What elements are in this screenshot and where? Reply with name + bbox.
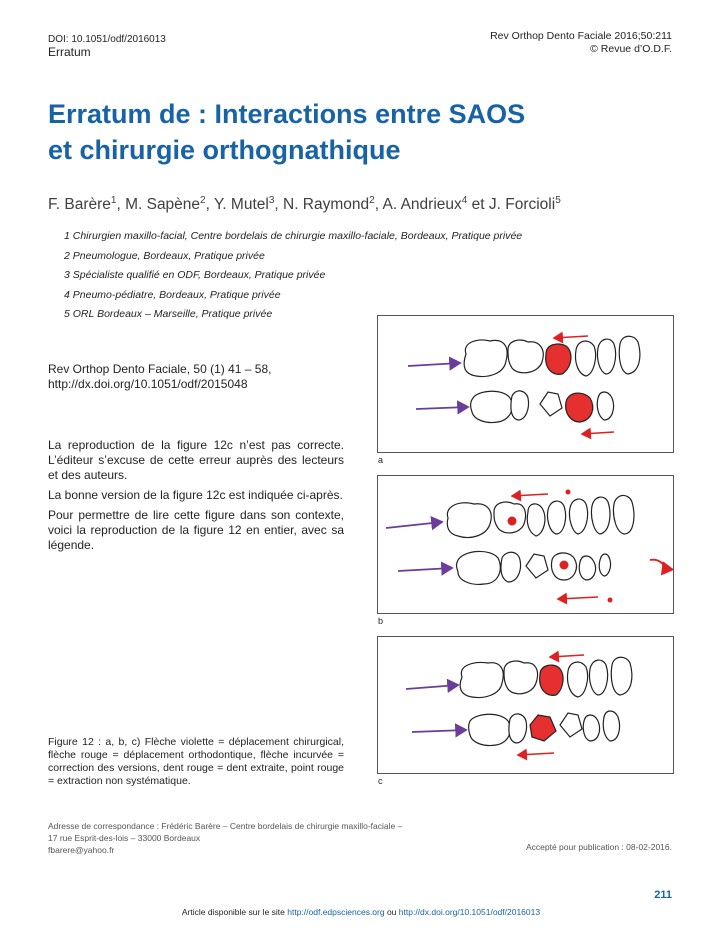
footer-link-doi[interactable]: http://dx.doi.org/10.1051/odf/2016013 [398,907,541,917]
body-text [48,438,344,558]
original-citation: Rev Orthop Dento Faciale, 50 (1) 41 – 58, http://dx.doi.org/10.1051/odf/2015048 [48,362,333,392]
accepted-date: Accepté pour publication : 08-02-2016. [525,842,672,852]
copyright: © Revue d’O.D.F. [590,43,672,55]
dental-diagram-a [378,316,673,452]
affiliation: 5 ORL Bordeaux – Marseille, Pratique privée [64,308,273,320]
paragraph: La bonne version de la figure 12c est indiquée ci-après. [48,488,343,502]
author: F. Barère$^1$, [48,195,126,214]
title-line-2: et chirurgie orthognathique [48,135,401,165]
author: A. Andrieux$^4$ et [382,195,489,214]
citation-link[interactable]: http://dx.doi.org/10.1051/odf/2015048 [48,377,248,391]
author: Y. Mutel$^3$, [213,195,283,214]
author: N. Raymond$^2$, [283,195,383,214]
doi: DOI: 10.1051/odf/2016013 [48,34,166,45]
figure-panel-b [377,475,674,614]
affiliation: 2 Pneumologue, Bordeaux, Pratique privée [64,249,265,262]
panel-label-a: a [378,455,384,465]
author: J. Forcioli$^5$ [488,195,561,214]
affiliations [64,227,522,325]
journal-reference: Rev Orthop Dento Faciale 2016;50:211 [490,30,672,42]
affiliation: 4 Pneumo-pédiatre, Bordeaux, Pratique privée [64,288,281,301]
header-left [48,34,166,58]
panel-label-c: c [378,776,383,786]
figure-panel-c [377,636,674,774]
authors [48,195,561,214]
figure-panel-a [377,315,674,453]
author: M. Sapène$^2$, [125,195,214,214]
figure-caption: Figure 12 : a, b, c) Flèche violette = déplacement chirurgical, flèche rouge = déplacement orthodontique, flèche incurvée = correction des versions, dent rouge = dent extraite, point rouge = extraction non systématique. [48,736,344,787]
paragraph: La reproduction de la figure 12c n’est pas correcte. L’éditeur s’excuse de cette erreur auprès des lecteurs et des auteurs. [48,438,344,482]
section-label: Erratum [48,45,91,59]
page-number: 211 [654,889,672,901]
dental-diagram-b [378,476,673,613]
correspondence-email[interactable]: fbarere@yahoo.fr [48,845,115,855]
affiliation: 1 Chirurgien maxillo-facial, Centre bordelais de chirurgie maxillo-faciale, Bordeaux, Pratique privée [64,230,523,242]
header-right [490,30,672,56]
footer: Article disponible sur le site http://odf.edpsciences.org ou http://dx.doi.org/10.1051/odf/2016013 [181,907,541,917]
panel-label-b: b [378,616,384,626]
footer-link-site[interactable]: http://odf.edpsciences.org [287,907,385,917]
correspondence: Adresse de correspondance : Frédéric Barère – Centre bordelais de chirurgie maxillo-faciale – 17 rue Esprit-des-lois – 33000 Bordeaux fbarere@yahoo.fr [48,821,403,855]
paragraph: Pour permettre de lire cette figure dans son contexte, voici la reproduction de la figure 12 en entier, avec sa légende. [48,508,344,552]
dental-diagram-c [378,637,673,773]
affiliation: 3 Spécialiste qualifié en ODF, Bordeaux, Pratique privée [64,269,326,281]
title-line-1: Erratum de : Interactions entre SAOS [48,99,526,129]
article-title [48,96,608,168]
